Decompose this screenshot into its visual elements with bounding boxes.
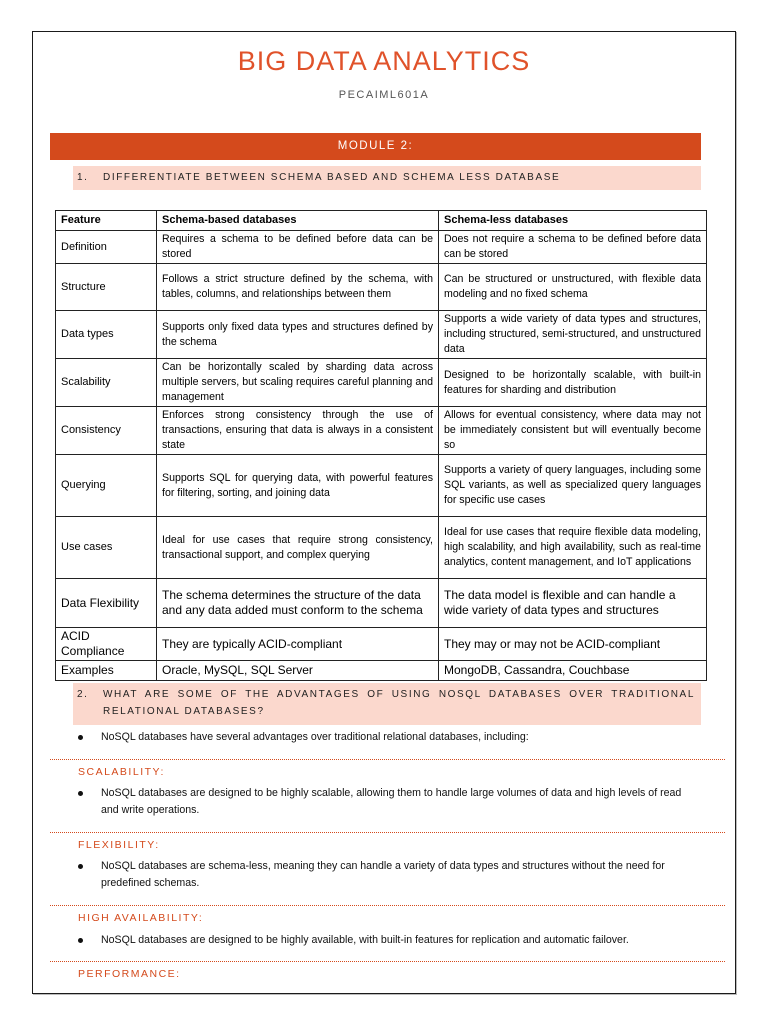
table-cell-schema-based: Ideal for use cases that require strong consistency, transactional support, and complex querying xyxy=(157,517,439,579)
bullet-icon xyxy=(78,864,83,869)
table-cell-schema-based: Requires a schema to be defined before data can be stored xyxy=(157,231,439,264)
bullet-text: NoSQL databases have several advantages over traditional relational databases, including: xyxy=(101,731,529,743)
table-row xyxy=(56,407,707,455)
table-row xyxy=(56,661,707,681)
list-item xyxy=(78,932,698,949)
section-heading: PERFORMANCE: xyxy=(50,961,725,980)
question-1-text: DIFFERENTIATE BETWEEN SCHEMA BASED AND SCHEMA LESS DATABASE xyxy=(103,172,561,183)
question-1-number: 1. xyxy=(77,172,89,183)
list-item xyxy=(78,729,698,746)
table-cell-schema-less: Designed to be horizontally scalable, with built-in features for sharding and distribution xyxy=(439,359,707,407)
table-row xyxy=(56,359,707,407)
table-cell-schema-less: Does not require a schema to be defined before data can be stored xyxy=(439,231,707,264)
table-cell-schema-less: They may or may not be ACID-compliant xyxy=(439,628,707,661)
table-cell-schema-less: The data model is flexible and can handle a wide variety of data types and structures xyxy=(439,579,707,628)
bullet-icon xyxy=(78,791,83,796)
table-cell-schema-based: Follows a strict structure defined by the schema, with tables, columns, and relationships between them xyxy=(157,264,439,311)
table-row xyxy=(56,628,707,661)
table-row xyxy=(56,517,707,579)
bullet-icon xyxy=(78,938,83,943)
table-cell-schema-less: MongoDB, Cassandra, Couchbase xyxy=(439,661,707,681)
bullet-icon xyxy=(78,735,83,740)
table-header-cell: Feature xyxy=(56,211,157,231)
table-cell-schema-less: Can be structured or unstructured, with flexible data modeling and no fixed schema xyxy=(439,264,707,311)
section-heading: FLEXIBILITY: xyxy=(50,832,725,851)
table-cell-schema-based: Can be horizontally scaled by sharding data across multiple servers, but scaling requires careful planning and management xyxy=(157,359,439,407)
section-heading: HIGH AVAILABILITY: xyxy=(50,905,725,924)
document-page xyxy=(32,31,736,994)
bullet-text: NoSQL databases are designed to be highly scalable, allowing them to handle large volumes of data and high levels of read and write operations. xyxy=(101,787,682,816)
table-row xyxy=(56,311,707,359)
table-cell-feature: Data types xyxy=(56,311,157,359)
table-cell-schema-less: Ideal for use cases that require flexible data modeling, high scalability, and high availability, such as real-time analytics, content management, and IoT applications xyxy=(439,517,707,579)
table-cell-schema-based: They are typically ACID-compliant xyxy=(157,628,439,661)
table-cell-feature: ACID Compliance xyxy=(56,628,157,661)
module-heading: MODULE 2: xyxy=(50,133,701,160)
table-cell-feature: Use cases xyxy=(56,517,157,579)
question-2-text-line2: RELATIONAL DATABASES? xyxy=(103,706,265,717)
table-cell-schema-less: Supports a wide variety of data types and structures, including structured, semi-structured, and unstructured data xyxy=(439,311,707,359)
list-item xyxy=(78,858,698,892)
table-cell-schema-less: Supports a variety of query languages, including some SQL variants, as well as specialized query languages for specific use cases xyxy=(439,455,707,517)
table-cell-schema-based: The schema determines the structure of the data and any data added must conform to the schema xyxy=(157,579,439,628)
table-cell-schema-based: Supports SQL for querying data, with powerful features for filtering, sorting, and joining data xyxy=(157,455,439,517)
table-row xyxy=(56,455,707,517)
question-2 xyxy=(73,683,701,725)
table-row xyxy=(56,231,707,264)
bullet-text: NoSQL databases are designed to be highly available, with built-in features for replication and automatic failover. xyxy=(101,934,629,946)
table-cell-feature: Definition xyxy=(56,231,157,264)
table-cell-schema-based: Supports only fixed data types and structures defined by the schema xyxy=(157,311,439,359)
table-cell-schema-based: Enforces strong consistency through the use of transactions, ensuring that data is always in a consistent state xyxy=(157,407,439,455)
question-1 xyxy=(73,166,701,190)
table-cell-feature: Structure xyxy=(56,264,157,311)
document-title: BIG DATA ANALYTICS xyxy=(237,46,531,76)
table-header-cell: Schema-based databases xyxy=(157,211,439,231)
table-cell-feature: Scalability xyxy=(56,359,157,407)
course-code: PECAIML601A xyxy=(338,89,430,101)
table-header-cell: Schema-less databases xyxy=(439,211,707,231)
table-cell-feature: Consistency xyxy=(56,407,157,455)
table-cell-feature: Examples xyxy=(56,661,157,681)
question-2-number: 2. xyxy=(77,689,89,700)
comparison-table xyxy=(55,210,707,681)
table-cell-schema-less: Allows for eventual consistency, where data may not be immediately consistent but will eventually become so xyxy=(439,407,707,455)
section-heading: SCALABILITY: xyxy=(50,759,725,778)
question-2-text-line1: WHAT ARE SOME OF THE ADVANTAGES OF USING NOSQL DATABASES OVER TRADITIONAL xyxy=(103,689,695,700)
table-header-row xyxy=(56,211,707,231)
table-row xyxy=(56,579,707,628)
table-row xyxy=(56,264,707,311)
list-item xyxy=(78,785,698,819)
table-cell-feature: Data Flexibility xyxy=(56,579,157,628)
table-cell-schema-based: Oracle, MySQL, SQL Server xyxy=(157,661,439,681)
bullet-text: NoSQL databases are schema-less, meaning they can handle a variety of data types and structures without the need for predefined schemas. xyxy=(101,860,665,889)
table-cell-feature: Querying xyxy=(56,455,157,517)
